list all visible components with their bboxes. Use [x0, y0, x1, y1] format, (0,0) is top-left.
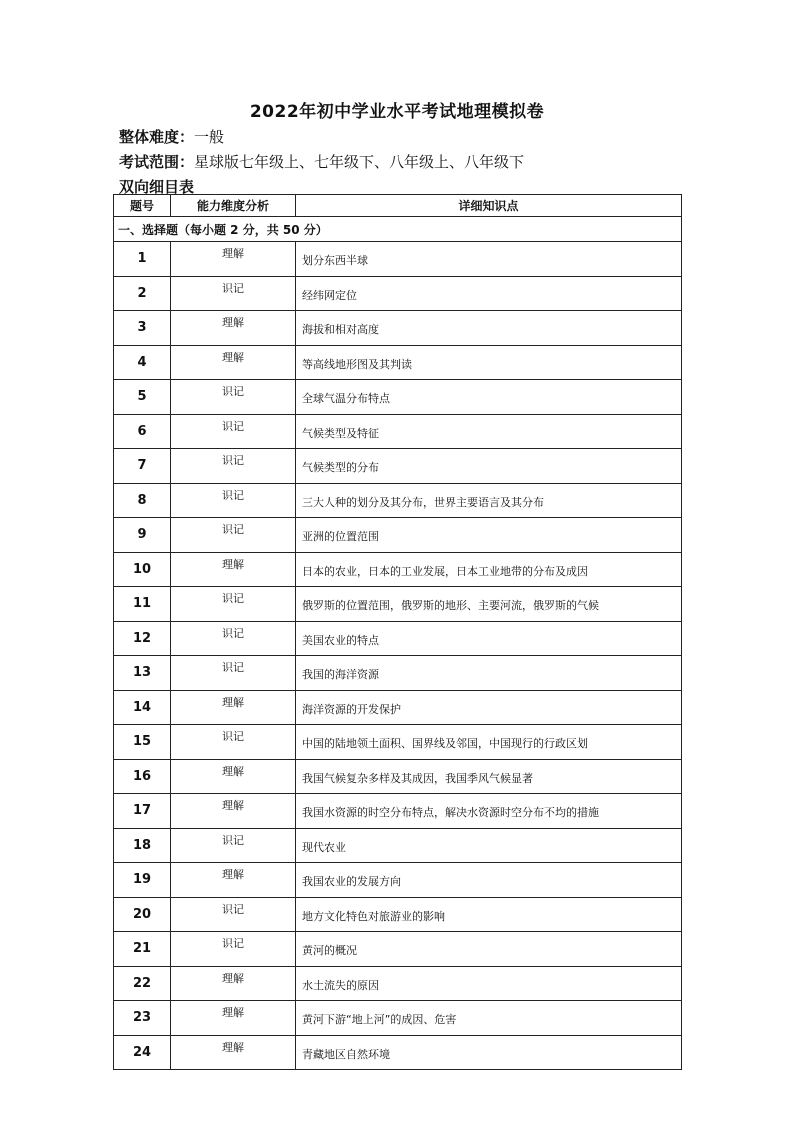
- knowledge-point: 俄罗斯的位置范围，俄罗斯的地形、主要河流，俄罗斯的气候: [296, 587, 682, 622]
- table-row: [114, 518, 682, 553]
- difficulty-line: [119, 126, 224, 147]
- question-number: 8: [114, 483, 171, 518]
- table-row: [114, 932, 682, 967]
- ability-dimension: 识记: [171, 587, 296, 622]
- table-row: [114, 414, 682, 449]
- ability-dimension: 理解: [171, 794, 296, 829]
- table-row: [114, 690, 682, 725]
- ability-dimension: 识记: [171, 656, 296, 691]
- question-number: 22: [114, 966, 171, 1001]
- question-number: 20: [114, 897, 171, 932]
- question-number: 18: [114, 828, 171, 863]
- knowledge-point: 划分东西半球: [296, 242, 682, 277]
- table-body: [114, 217, 682, 1070]
- knowledge-point: 经纬网定位: [296, 276, 682, 311]
- knowledge-point: 黄河下游“地上河”的成因、危害: [296, 1001, 682, 1036]
- question-number: 12: [114, 621, 171, 656]
- exam-scope-value: 星球版七年级上、七年级下、八年级上、八年级下: [194, 153, 525, 171]
- section-label: 一、选择题（每小题 2 分，共 50 分）: [114, 217, 682, 242]
- ability-dimension: 识记: [171, 932, 296, 967]
- ability-dimension: 识记: [171, 621, 296, 656]
- difficulty-value: 一般: [194, 128, 225, 146]
- table-row: [114, 656, 682, 691]
- question-number: 21: [114, 932, 171, 967]
- question-number: 6: [114, 414, 171, 449]
- ability-dimension: 识记: [171, 828, 296, 863]
- knowledge-point: 气候类型及特征: [296, 414, 682, 449]
- question-number: 13: [114, 656, 171, 691]
- knowledge-point: 现代农业: [296, 828, 682, 863]
- question-number: 23: [114, 1001, 171, 1036]
- knowledge-point: 三大人种的划分及其分布，世界主要语言及其分布: [296, 483, 682, 518]
- knowledge-point: 青藏地区自然环境: [296, 1035, 682, 1070]
- ability-dimension: 理解: [171, 345, 296, 380]
- ability-dimension: 识记: [171, 897, 296, 932]
- question-number: 9: [114, 518, 171, 553]
- ability-dimension: 识记: [171, 449, 296, 484]
- ability-dimension: 理解: [171, 966, 296, 1001]
- knowledge-point: 水土流失的原因: [296, 966, 682, 1001]
- ability-dimension: 理解: [171, 311, 296, 346]
- knowledge-point: 全球气温分布特点: [296, 380, 682, 415]
- ability-dimension: 识记: [171, 483, 296, 518]
- question-number: 15: [114, 725, 171, 760]
- question-number: 7: [114, 449, 171, 484]
- table-row: [114, 759, 682, 794]
- ability-dimension: 理解: [171, 863, 296, 898]
- question-number: 19: [114, 863, 171, 898]
- question-number: 14: [114, 690, 171, 725]
- knowledge-point: 日本的农业，日本的工业发展，日本工业地带的分布及成因: [296, 552, 682, 587]
- table-row: [114, 725, 682, 760]
- ability-dimension: 理解: [171, 552, 296, 587]
- ability-dimension: 识记: [171, 276, 296, 311]
- ability-dimension: 理解: [171, 1035, 296, 1070]
- knowledge-point: 美国农业的特点: [296, 621, 682, 656]
- question-number: 10: [114, 552, 171, 587]
- question-number: 1: [114, 242, 171, 277]
- table-row: [114, 483, 682, 518]
- knowledge-point: 中国的陆地领土面积、国界线及邻国，中国现行的行政区划: [296, 725, 682, 760]
- table-row: [114, 587, 682, 622]
- knowledge-point: 等高线地形图及其判读: [296, 345, 682, 380]
- knowledge-point: 我国气候复杂多样及其成因，我国季风气候显著: [296, 759, 682, 794]
- page-title: 2022年初中学业水平考试地理模拟卷: [249, 102, 545, 122]
- difficulty-label: 整体难度：: [119, 128, 195, 146]
- table-row: [114, 345, 682, 380]
- question-number: 2: [114, 276, 171, 311]
- knowledge-point: 地方文化特色对旅游业的影响: [296, 897, 682, 932]
- section-row: [114, 217, 682, 242]
- header-question-number: 题号: [114, 195, 171, 217]
- ability-dimension: 识记: [171, 414, 296, 449]
- table-row: [114, 1001, 682, 1036]
- ability-dimension: 识记: [171, 725, 296, 760]
- question-number: 24: [114, 1035, 171, 1070]
- table-row: [114, 828, 682, 863]
- header-ability-dimension: 能力维度分析: [171, 195, 296, 217]
- table-row: [114, 276, 682, 311]
- table-row: [114, 863, 682, 898]
- table-row: [114, 449, 682, 484]
- table-row: [114, 966, 682, 1001]
- table-row: [114, 242, 682, 277]
- table-row: [114, 1035, 682, 1070]
- table-row: [114, 552, 682, 587]
- knowledge-point: 气候类型的分布: [296, 449, 682, 484]
- question-number: 17: [114, 794, 171, 829]
- table-row: [114, 621, 682, 656]
- knowledge-point: 海洋资源的开发保护: [296, 690, 682, 725]
- ability-dimension: 识记: [171, 518, 296, 553]
- table-row: [114, 794, 682, 829]
- specification-table: [113, 194, 682, 1070]
- ability-dimension: 理解: [171, 1001, 296, 1036]
- question-number: 3: [114, 311, 171, 346]
- question-number: 16: [114, 759, 171, 794]
- table-row: [114, 380, 682, 415]
- table-header-row: [114, 195, 682, 217]
- question-number: 5: [114, 380, 171, 415]
- table-heading: 双向细目表: [119, 178, 195, 196]
- question-number: 4: [114, 345, 171, 380]
- table-row: [114, 897, 682, 932]
- table-row: [114, 311, 682, 346]
- ability-dimension: 理解: [171, 690, 296, 725]
- knowledge-point: 亚洲的位置范围: [296, 518, 682, 553]
- knowledge-point: 海拔和相对高度: [296, 311, 682, 346]
- question-number: 11: [114, 587, 171, 622]
- knowledge-point: 我国水资源的时空分布特点，解决水资源时空分布不均的措施: [296, 794, 682, 829]
- exam-scope-line: [119, 151, 524, 172]
- ability-dimension: 识记: [171, 380, 296, 415]
- knowledge-point: 黄河的概况: [296, 932, 682, 967]
- exam-scope-label: 考试范围：: [119, 153, 195, 171]
- ability-dimension: 理解: [171, 242, 296, 277]
- header-knowledge-point: 详细知识点: [296, 195, 682, 217]
- ability-dimension: 理解: [171, 759, 296, 794]
- knowledge-point: 我国农业的发展方向: [296, 863, 682, 898]
- knowledge-point: 我国的海洋资源: [296, 656, 682, 691]
